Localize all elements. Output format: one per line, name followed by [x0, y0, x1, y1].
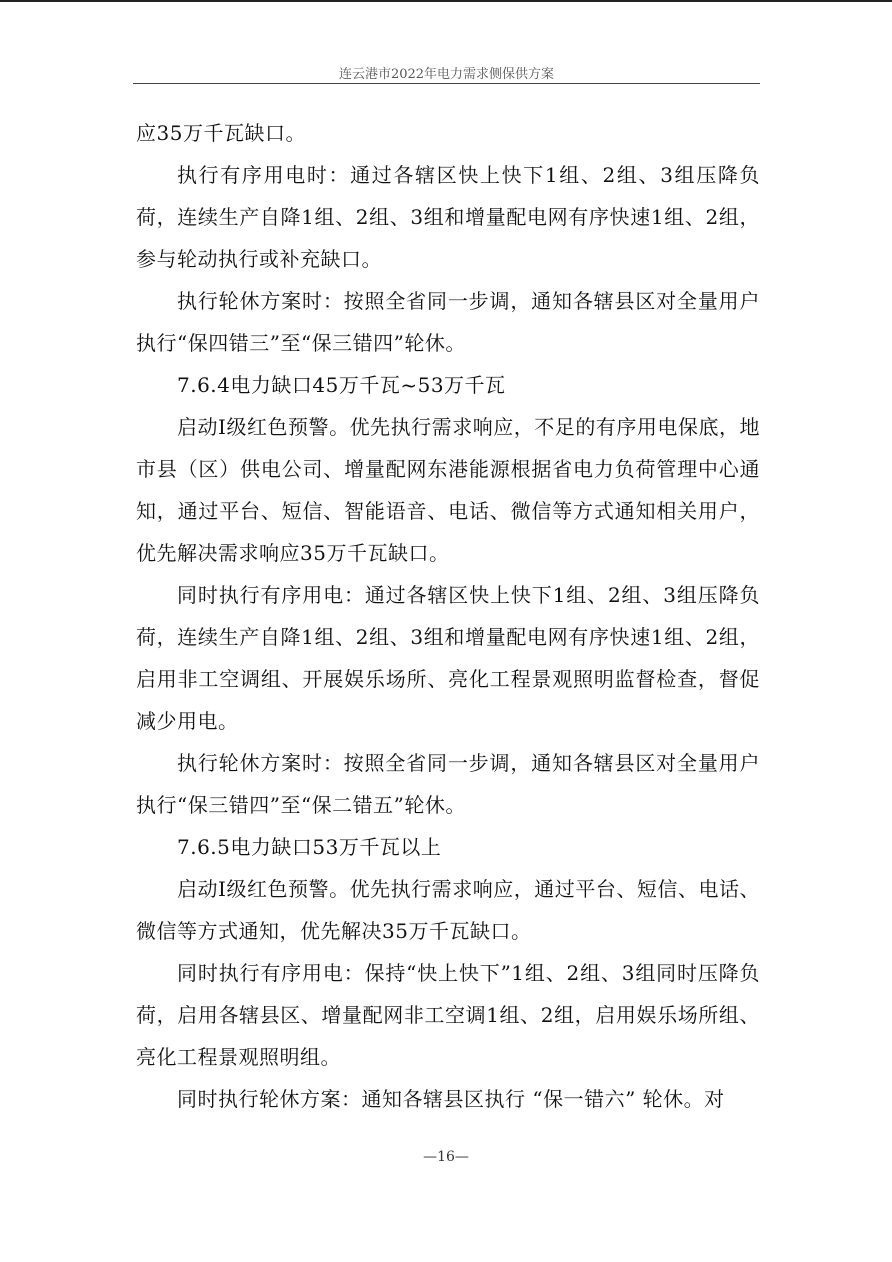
paragraph-red-alert-2: 启动Ⅰ级红色预警。优先执行需求响应，通过平台、短信、电话、微信等方式通知，优先解决35万千瓦缺口。 — [136, 877, 760, 943]
paragraph-continuation: 应35万千瓦缺口。 — [136, 121, 306, 145]
running-header: 连云港市2022年电力需求侧保供方案 — [338, 67, 555, 82]
paragraph-simultaneous-orderly-power-2: 同时执行有序用电：保持“快上快下”1组、2组、3组同时压降负荷，启用各辖县区、增量配网非工空调1组、2组，启用娱乐场所组、亮化工程景观照明组。 — [136, 961, 760, 1069]
section-heading-7-6-4: 7.6.4电力缺口45万千瓦~53万千瓦 — [177, 373, 506, 397]
paragraph-rotation-plan-2: 执行轮休方案时：按照全省同一步调，通知各辖县区对全量用户执行“保三错四”至“保二错五”轮休。 — [136, 751, 760, 817]
paragraph-red-alert: 启动Ⅰ级红色预警。优先执行需求响应，不足的有序用电保底，地市县（区）供电公司、增量配网东港能源根据省电力负荷管理中心通知，通过平台、短信、智能语音、电话、微信等方式通知相关用户，优先解决需求响应35万千瓦缺口。 — [136, 415, 760, 565]
page-number: —16— — [423, 1149, 469, 1165]
page-top-border — [0, 0, 892, 2]
paragraph-simultaneous-rotation: 同时执行轮休方案：通知各辖县区执行 “保一错六” 轮休。对 — [177, 1087, 725, 1111]
body-text — [136, 112, 760, 1120]
paragraph-simultaneous-orderly-power: 同时执行有序用电：通过各辖区快上快下1组、2组、3组压降负荷，连续生产自降1组、2组、3组和增量配电网有序快速1组、2组，启用非工空调组、开展娱乐场所、亮化工程景观照明监督检查，督促减少用电。 — [136, 583, 760, 733]
paragraph-rotation-plan: 执行轮休方案时：按照全省同一步调，通知各辖县区对全量用户执行“保四错三”至“保三错四”轮休。 — [136, 289, 760, 355]
header-rule — [133, 83, 760, 84]
section-heading-7-6-5: 7.6.5电力缺口53万千瓦以上 — [177, 835, 442, 859]
paragraph-orderly-power: 执行有序用电时：通过各辖区快上快下1组、2组、3组压降负荷，连续生产自降1组、2组、3组和增量配电网有序快速1组、2组，参与轮动执行或补充缺口。 — [136, 163, 760, 271]
